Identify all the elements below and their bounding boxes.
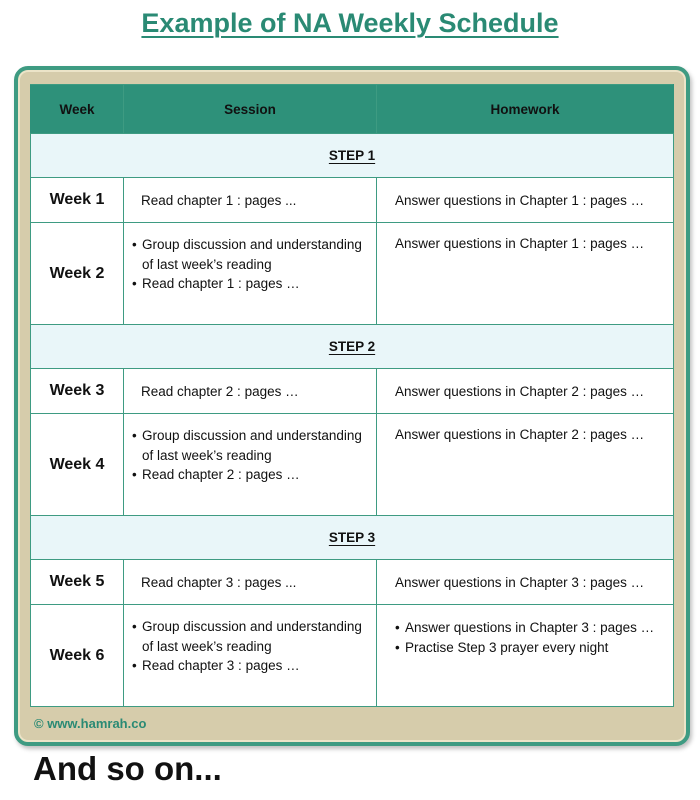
session-cell: Read chapter 1 : pages ... <box>124 178 377 223</box>
week-label: Week 3 <box>31 369 124 414</box>
homework-item: • Answer questions in Chapter 3 : pages … <box>395 618 673 638</box>
week-label: Week 6 <box>31 605 124 707</box>
session-item: • Read chapter 2 : pages … <box>132 465 376 485</box>
step-label: STEP 3 <box>328 530 376 545</box>
schedule-table <box>30 84 674 707</box>
week-label: Week 5 <box>31 560 124 605</box>
session-cell: Read chapter 2 : pages … <box>124 369 377 414</box>
session-item: • Group discussion and understanding of last week’s reading <box>132 235 376 274</box>
header-session: Session <box>124 85 377 134</box>
step-label: STEP 2 <box>328 339 376 354</box>
homework-cell: Answer questions in Chapter 2 : pages … <box>377 414 674 516</box>
step-heading <box>31 134 674 178</box>
session-cell <box>124 223 377 325</box>
session-item: • Group discussion and understanding of last week’s reading <box>132 617 376 656</box>
session-cell <box>124 605 377 707</box>
homework-cell: Answer questions in Chapter 3 : pages … <box>377 560 674 605</box>
homework-cell: Answer questions in Chapter 2 : pages … <box>377 369 674 414</box>
homework-cell: Answer questions in Chapter 1 : pages … <box>377 178 674 223</box>
week-label: Week 4 <box>31 414 124 516</box>
step-label: STEP 1 <box>328 148 376 163</box>
page-title <box>0 8 700 39</box>
table-row <box>31 560 674 605</box>
table-row <box>31 369 674 414</box>
session-item: • Read chapter 3 : pages … <box>132 656 376 676</box>
step-row <box>31 325 674 369</box>
table-row <box>31 605 674 707</box>
step-row <box>31 134 674 178</box>
session-cell: Read chapter 3 : pages ... <box>124 560 377 605</box>
table-row <box>31 223 674 325</box>
table-row <box>31 178 674 223</box>
homework-cell: Answer questions in Chapter 1 : pages … <box>377 223 674 325</box>
homework-item: • Practise Step 3 prayer every night <box>395 638 673 658</box>
header-homework: Homework <box>377 85 674 134</box>
footer-text: And so on... <box>33 750 222 787</box>
table-header-row <box>31 85 674 134</box>
session-item: • Group discussion and understanding of last week’s reading <box>132 426 376 465</box>
homework-cell <box>377 605 674 707</box>
step-row <box>31 516 674 560</box>
copyright-notice: © www.hamrah.co <box>34 716 147 731</box>
session-item: • Read chapter 1 : pages … <box>132 274 376 294</box>
header-week: Week <box>31 85 124 134</box>
step-heading <box>31 516 674 560</box>
page-title-text: Example of NA Weekly Schedule <box>141 8 559 38</box>
week-label: Week 2 <box>31 223 124 325</box>
session-cell <box>124 414 377 516</box>
table-row <box>31 414 674 516</box>
step-heading <box>31 325 674 369</box>
week-label: Week 1 <box>31 178 124 223</box>
